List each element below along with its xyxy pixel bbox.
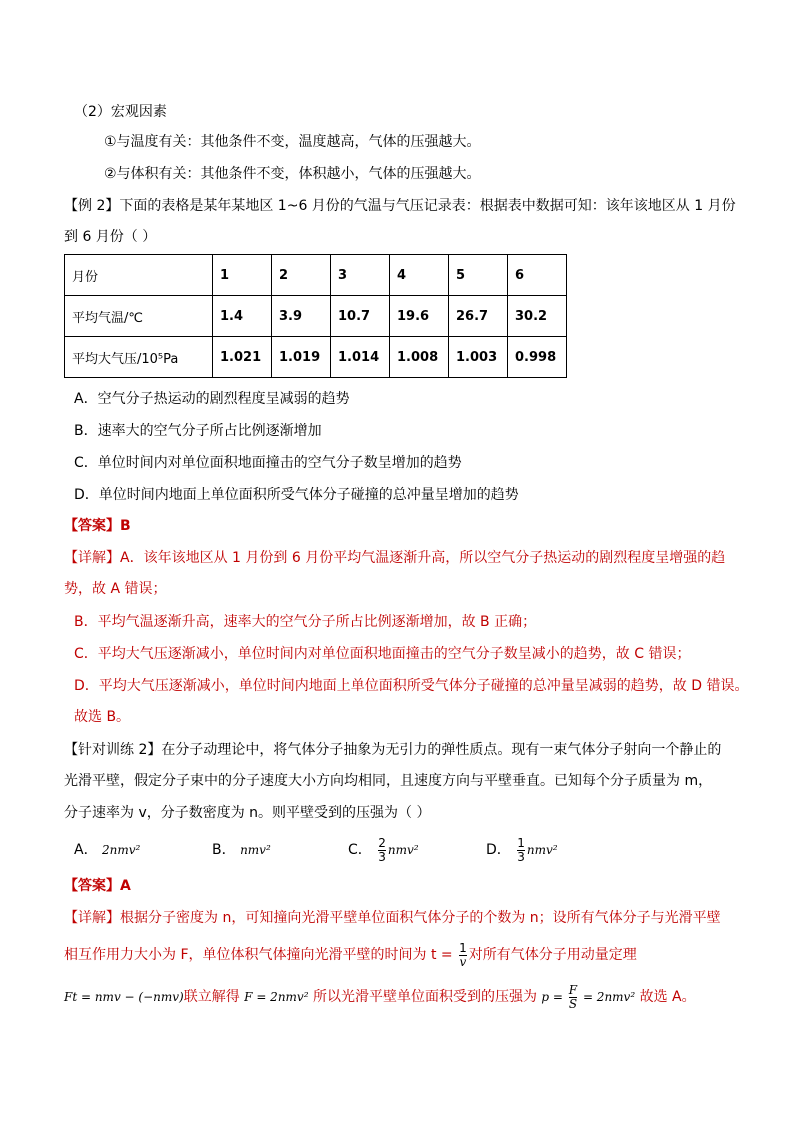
- example2-question-line1: 下面的表格是某年某地区 1~6 月份的气温与气压记录表：根据表中数据可知：该年该地区从 1 月份: [119, 198, 736, 214]
- option-c: C．单位时间内对单位面积地面撞击的空气分子数呈增加的趋势: [74, 455, 462, 471]
- training2-question-line3: 分子速率为 v，分子数密度为 n。则平壁受到的压强为（ ）: [64, 805, 431, 821]
- training2-detail-line1: 【详解】根据分子密度为 n，可知撞向光滑平壁单位面积气体分子的个数为 n；设所有气体分子与光滑平壁: [64, 910, 721, 926]
- table-header-cell: 5: [449, 255, 508, 296]
- table-row-label: 平均大气压/10⁵Pa: [65, 337, 213, 378]
- option-d-fraction: [517, 837, 525, 864]
- training2-option-c: [348, 834, 419, 866]
- table-cell: 1.4: [213, 296, 272, 337]
- detail3-text2: 所以光滑平壁单位面积受到的压强为: [308, 989, 542, 1005]
- option-a: A．空气分子热运动的剧烈程度呈减弱的趋势: [74, 391, 350, 407]
- example2-detail-line1: 【详解】A．该年该地区从 1 月份到 6 月份平均气温逐渐升高，所以空气分子热运动的剧烈程度呈增强的趋: [64, 550, 726, 566]
- option-c-formula: nmv²: [387, 843, 419, 857]
- point-volume: ②与体积有关：其他条件不变，体积越小，气体的压强越大。: [104, 166, 481, 182]
- option-b: B．速率大的空气分子所占比例逐渐增加: [74, 423, 322, 439]
- example2-question: [64, 196, 736, 216]
- table-cell: 1.021: [213, 337, 272, 378]
- section-heading: （2）宏观因素: [74, 104, 167, 120]
- training2-option-a: [74, 840, 140, 860]
- fraction-numerator: 1: [459, 940, 467, 955]
- training2-q1-text: 在分子动理论中，将气体分子抽象为无引力的弹性质点。现有一束气体分子射向一个静止的: [161, 742, 722, 758]
- table-header-row: [65, 255, 567, 296]
- fraction-denominator: 3: [378, 849, 386, 864]
- detail3-text: 联立解得: [183, 989, 245, 1005]
- option-b-formula: nmv²: [240, 843, 271, 857]
- training2-answer: 【答案】A: [64, 878, 131, 894]
- fraction-denominator: v: [459, 954, 467, 969]
- training2-detail-line2: [64, 938, 637, 972]
- example2-question-line2: 到 6 月份（ ）: [64, 229, 157, 245]
- detail3-end: 故选 A。: [635, 989, 696, 1005]
- table-cell: 0.998: [508, 337, 567, 378]
- table-header-cell: 3: [331, 255, 390, 296]
- table-cell: 30.2: [508, 296, 567, 337]
- fraction-numerator: F: [568, 982, 578, 997]
- option-c-label: C．: [348, 842, 372, 858]
- example2-detail-c: C．平均大气压逐渐减小，单位时间内对单位面积地面撞击的空气分子数呈减小的趋势，故 C 错误；: [74, 646, 691, 662]
- option-d-formula: nmv²: [526, 843, 558, 857]
- table-row-label: 平均气温/℃: [65, 296, 213, 337]
- training2-question-line2: 光滑平壁，假定分子束中的分子速度大小方向均相同，且速度方向与平壁垂直。已知每个分子质量为 m，: [64, 773, 713, 789]
- training2-tag: 【针对训练 2】: [64, 742, 162, 758]
- table-cell: 1.014: [331, 337, 390, 378]
- fraction-denominator: 3: [517, 849, 525, 864]
- force-equation: F = 2nmv²: [244, 990, 309, 1004]
- example2-detail-d: D．平均大气压逐渐减小，单位时间内地面上单位面积所受气体分子碰撞的总冲量呈减弱的趋势，故 D 错误。: [74, 678, 749, 694]
- pressure-symbol: p =: [541, 990, 567, 1004]
- table-cell: 1.019: [272, 337, 331, 378]
- fraction-numerator: 2: [378, 835, 386, 850]
- momentum-equation: Ft = nmv − (−nmv): [64, 990, 184, 1004]
- option-a-formula: 2nmv²: [102, 843, 141, 857]
- table-row: [65, 296, 567, 337]
- table-cell: 1.008: [390, 337, 449, 378]
- data-table: [64, 254, 567, 378]
- training2-option-d: [486, 834, 558, 866]
- example2-conclusion: 故选 B。: [74, 709, 131, 725]
- training2-detail-line3: [64, 980, 696, 1014]
- table-cell: 19.6: [390, 296, 449, 337]
- point-temperature: ①与温度有关：其他条件不变，温度越高，气体的压强越大。: [104, 134, 481, 150]
- option-c-fraction: [378, 837, 386, 864]
- training2-question-line1: [64, 740, 721, 760]
- example2-answer: 【答案】B: [64, 518, 131, 534]
- example2-detail-b: B．平均气温逐渐升高，速率大的空气分子所占比例逐渐增加，故 B 正确；: [74, 614, 537, 630]
- table-header-cell: 1: [213, 255, 272, 296]
- table-header-cell: 2: [272, 255, 331, 296]
- table-header-cell: 4: [390, 255, 449, 296]
- option-d: D．单位时间内地面上单位面积所受气体分子碰撞的总冲量呈增加的趋势: [74, 487, 519, 503]
- option-b-label: B．: [212, 842, 236, 858]
- fraction-denominator: S: [568, 996, 578, 1011]
- option-a-label: A．: [74, 842, 98, 858]
- table-row: [65, 337, 567, 378]
- table-cell: 1.003: [449, 337, 508, 378]
- training2-option-b: [212, 840, 271, 860]
- table-cell: 26.7: [449, 296, 508, 337]
- pressure-fraction: [569, 984, 577, 1011]
- table-cell: 10.7: [331, 296, 390, 337]
- table-header-cell: 6: [508, 255, 567, 296]
- fraction-numerator: 1: [517, 835, 525, 850]
- table-header-cell: 月份: [65, 255, 213, 296]
- example2-detail-line2: 势，故 A 错误；: [64, 581, 167, 597]
- option-d-label: D．: [486, 842, 511, 858]
- time-fraction: [459, 942, 467, 969]
- detail2-text-post: 对所有气体分子用动量定理: [468, 947, 637, 963]
- pressure-result: = 2nmv²: [579, 990, 636, 1004]
- example2-tag: 【例 2】: [64, 198, 120, 214]
- detail2-text: 相互作用力大小为 F，单位体积气体撞向光滑平壁的时间为 t =: [64, 947, 458, 963]
- table-cell: 3.9: [272, 296, 331, 337]
